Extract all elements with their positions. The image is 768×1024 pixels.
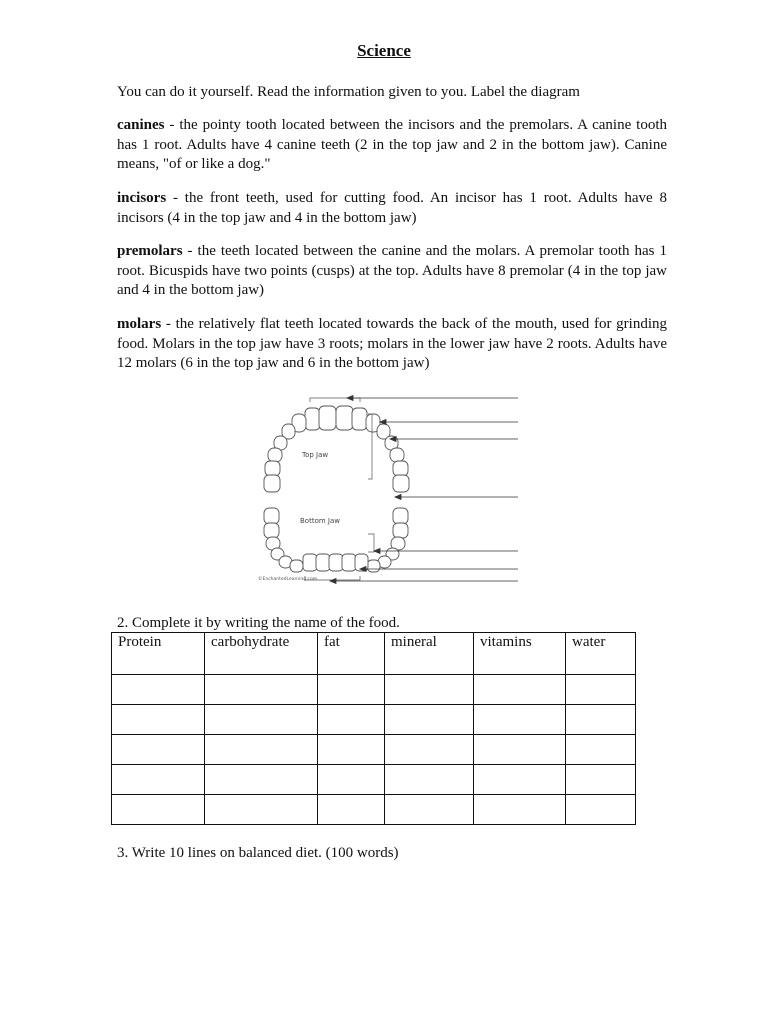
food-table	[111, 632, 636, 825]
diagram-credit: ©EnchantedLearning.com	[258, 577, 318, 582]
answer-cell[interactable]	[318, 675, 385, 705]
answer-cell[interactable]	[112, 705, 205, 735]
definition-incisors: - the front teeth, used for cutting food. An incisor has 1 root. Adults have 8 incisors (4 in the top jaw and 4 in the bottom jaw)	[117, 190, 667, 226]
question-3: 3. Write 10 lines on balanced diet. (100 words)	[117, 845, 399, 861]
definition-molars: - the relatively flat teeth located towards the back of the mouth, used for grinding food. Molars in the top jaw have 3 roots; molars in the lower jaw have 2 roots. Adults have 12 molars (6 in the top jaw and 6 in the bottom jaw)	[117, 316, 667, 371]
answer-cell[interactable]	[318, 705, 385, 735]
answer-cell[interactable]	[474, 735, 566, 765]
term-canines: canines	[117, 117, 165, 133]
answer-cell[interactable]	[112, 675, 205, 705]
answer-cell[interactable]	[318, 765, 385, 795]
answer-cell[interactable]	[385, 705, 474, 735]
answer-cell[interactable]	[205, 795, 318, 825]
answer-cell[interactable]	[566, 705, 636, 735]
answer-cell[interactable]	[474, 675, 566, 705]
intro-text: You can do it yourself. Read the information given to you. Label the diagram	[117, 84, 580, 100]
paragraph-incisors	[117, 189, 667, 228]
question-2: 2. Complete it by writing the name of the food.	[117, 615, 400, 631]
table-row	[112, 735, 636, 765]
answer-cell[interactable]	[205, 735, 318, 765]
table-row	[112, 705, 636, 735]
answer-cell[interactable]	[112, 765, 205, 795]
answer-cell[interactable]	[385, 675, 474, 705]
answer-cell[interactable]	[474, 705, 566, 735]
term-incisors: incisors	[117, 190, 167, 206]
term-premolars: premolars	[117, 243, 183, 259]
answer-cell[interactable]	[385, 735, 474, 765]
paragraph-molars	[117, 315, 667, 374]
header-carbohydrate: carbohydrate	[205, 633, 318, 675]
answer-cell[interactable]	[112, 735, 205, 765]
header-mineral: mineral	[385, 633, 474, 675]
bottom-jaw-label: Bottom Jaw	[300, 517, 340, 525]
answer-cell[interactable]	[385, 765, 474, 795]
top-jaw-label: Top Jaw	[302, 451, 329, 459]
answer-cell[interactable]	[474, 765, 566, 795]
food-table-header-row	[112, 633, 636, 675]
answer-cell[interactable]	[566, 675, 636, 705]
definition-premolars: - the teeth located between the canine and the molars. A premolar tooth has 1 root. Bicuspids have two points (cusps) at the top. Adults have 8 premolar (4 in the top jaw and 4 in the bottom jaw)	[117, 243, 667, 298]
header-vitamins: vitamins	[474, 633, 566, 675]
paragraph-canines	[117, 116, 667, 175]
answer-cell[interactable]	[205, 675, 318, 705]
page-title: Science	[357, 41, 411, 60]
answer-cell[interactable]	[205, 705, 318, 735]
table-row	[112, 675, 636, 705]
answer-cell[interactable]	[566, 765, 636, 795]
answer-cell[interactable]	[566, 735, 636, 765]
definition-canines: - the pointy tooth located between the incisors and the premolars. A canine tooth has 1 root. Adults have 4 canine teeth (2 in the top jaw and 2 in the bottom jaw). Canine means, "of or like a dog."	[117, 117, 667, 172]
answer-cell[interactable]	[474, 795, 566, 825]
answer-cell[interactable]	[205, 765, 318, 795]
top-jaw-teeth	[264, 406, 409, 492]
header-protein: Protein	[112, 633, 205, 675]
header-water: water	[566, 633, 636, 675]
answer-cell[interactable]	[318, 795, 385, 825]
header-fat: fat	[318, 633, 385, 675]
answer-cell[interactable]	[566, 795, 636, 825]
term-molars: molars	[117, 316, 162, 332]
answer-cell[interactable]	[385, 795, 474, 825]
answer-cell[interactable]	[318, 735, 385, 765]
paragraph-premolars	[117, 242, 667, 301]
answer-cell[interactable]	[112, 795, 205, 825]
table-row	[112, 765, 636, 795]
teeth-diagram	[250, 384, 525, 584]
table-row	[112, 795, 636, 825]
